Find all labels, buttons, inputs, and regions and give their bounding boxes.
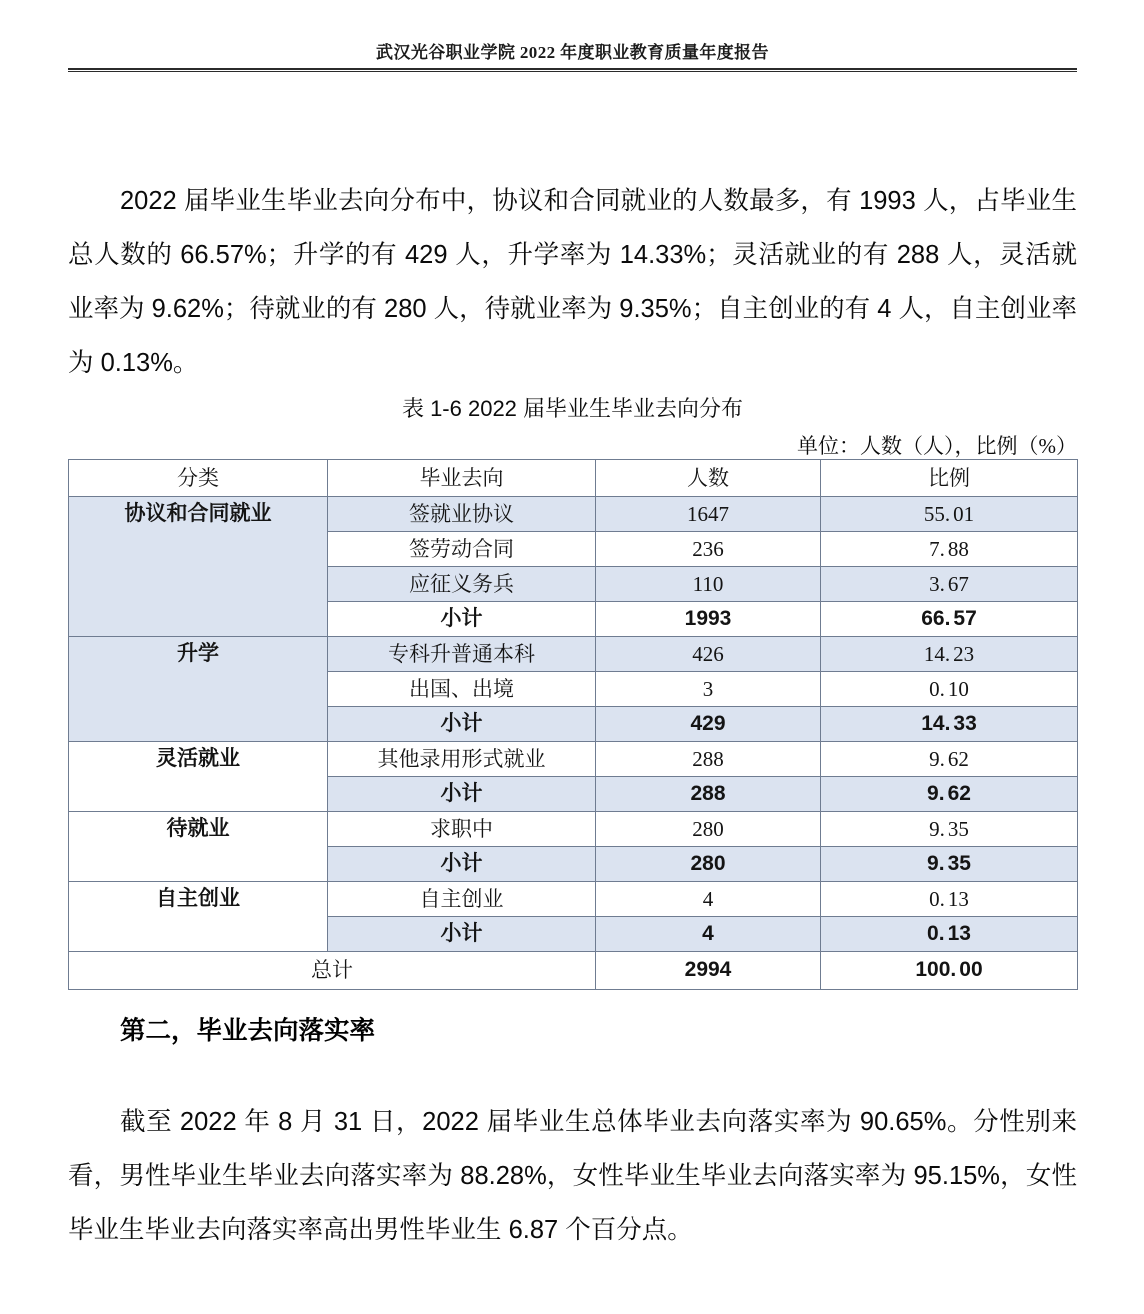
column-header-3: 人数 [596, 460, 821, 497]
destination-cell: 小计 [328, 917, 596, 952]
section-heading: 第二，毕业去向落实率 [120, 1017, 376, 1045]
count-cell: 1647 [596, 497, 821, 532]
count-cell: 236 [596, 532, 821, 567]
table-row [69, 812, 1078, 847]
ratio-cell: 7.88 [821, 532, 1078, 567]
category-cell-4: 待就业 [69, 812, 328, 882]
header-divider-rule [68, 68, 1077, 72]
graduation-destination-table [68, 459, 1078, 990]
count-cell: 288 [596, 777, 821, 812]
total-label-cell: 总计 [69, 952, 596, 990]
count-cell: 4 [596, 917, 821, 952]
count-cell: 3 [596, 672, 821, 707]
destination-cell: 小计 [328, 777, 596, 812]
count-cell: 4 [596, 882, 821, 917]
running-header [68, 38, 1077, 63]
ratio-cell: 0.10 [821, 672, 1078, 707]
total-ratio-cell: 100.00 [821, 952, 1078, 990]
table-unit-note: 单位：人数（人），比例（%） [797, 434, 1077, 458]
running-header-title: 武汉光谷职业学院 2022 年度职业教育质量年度报告 [376, 43, 769, 62]
ratio-cell: 14.33 [821, 707, 1078, 742]
destination-cell: 自主创业 [328, 882, 596, 917]
column-header-2: 毕业去向 [328, 460, 596, 497]
ratio-cell: 9.35 [821, 812, 1078, 847]
count-cell: 280 [596, 812, 821, 847]
ratio-cell: 14.23 [821, 637, 1078, 672]
ratio-cell: 66.57 [821, 602, 1078, 637]
count-cell: 288 [596, 742, 821, 777]
category-cell-1: 协议和合同就业 [69, 497, 328, 637]
ratio-cell: 55.01 [821, 497, 1078, 532]
table-row [69, 742, 1078, 777]
ratio-cell: 9.62 [821, 742, 1078, 777]
count-cell: 426 [596, 637, 821, 672]
column-header-1: 分类 [69, 460, 328, 497]
category-cell-5: 自主创业 [69, 882, 328, 952]
total-count-cell: 2994 [596, 952, 821, 990]
count-cell: 110 [596, 567, 821, 602]
intro-paragraph: 2022 届毕业生毕业去向分布中，协议和合同就业的人数最多，有 1993 人，占毕业生总人数的 66.57%；升学的有 429 人，升学率为 14.33%；灵活就业的有 288 人，灵活就业率为 9.62%；待就业的有 280 人，待就业率为 9.35%；自主创业的有 4 人，自主创业率为 0.13%。 [68, 186, 1077, 377]
column-header-4: 比例 [821, 460, 1078, 497]
table-caption: 表 1-6 2022 届毕业生毕业去向分布 [401, 396, 744, 421]
category-cell-2: 升学 [69, 637, 328, 742]
destination-cell: 签就业协议 [328, 497, 596, 532]
graduation-destination-table-wrapper [68, 459, 1077, 990]
table-row [69, 497, 1078, 532]
table-row [69, 637, 1078, 672]
count-cell: 1993 [596, 602, 821, 637]
destination-cell: 专科升普通本科 [328, 637, 596, 672]
destination-cell: 小计 [328, 847, 596, 882]
table-row [69, 882, 1078, 917]
table-total-row [69, 952, 1078, 990]
count-cell: 280 [596, 847, 821, 882]
ratio-cell: 0.13 [821, 882, 1078, 917]
rate-paragraph: 截至 2022 年 8 月 31 日，2022 届毕业生总体毕业去向落实率为 90.65%。分性别来看，男性毕业生毕业去向落实率为 88.28%，女性毕业生毕业去向落实率为 95.15%，女性毕业生毕业去向落实率高出男性毕业生 6.87 个百分点。 [68, 1107, 1077, 1244]
destination-cell: 小计 [328, 707, 596, 742]
ratio-cell: 0.13 [821, 917, 1078, 952]
table-header-row [69, 460, 1078, 497]
destination-cell: 应征义务兵 [328, 567, 596, 602]
destination-cell: 签劳动合同 [328, 532, 596, 567]
destination-cell: 求职中 [328, 812, 596, 847]
destination-cell: 出国、出境 [328, 672, 596, 707]
destination-cell: 小计 [328, 602, 596, 637]
count-cell: 429 [596, 707, 821, 742]
destination-cell: 其他录用形式就业 [328, 742, 596, 777]
ratio-cell: 9.35 [821, 847, 1078, 882]
category-cell-3: 灵活就业 [69, 742, 328, 812]
ratio-cell: 3.67 [821, 567, 1078, 602]
ratio-cell: 9.62 [821, 777, 1078, 812]
